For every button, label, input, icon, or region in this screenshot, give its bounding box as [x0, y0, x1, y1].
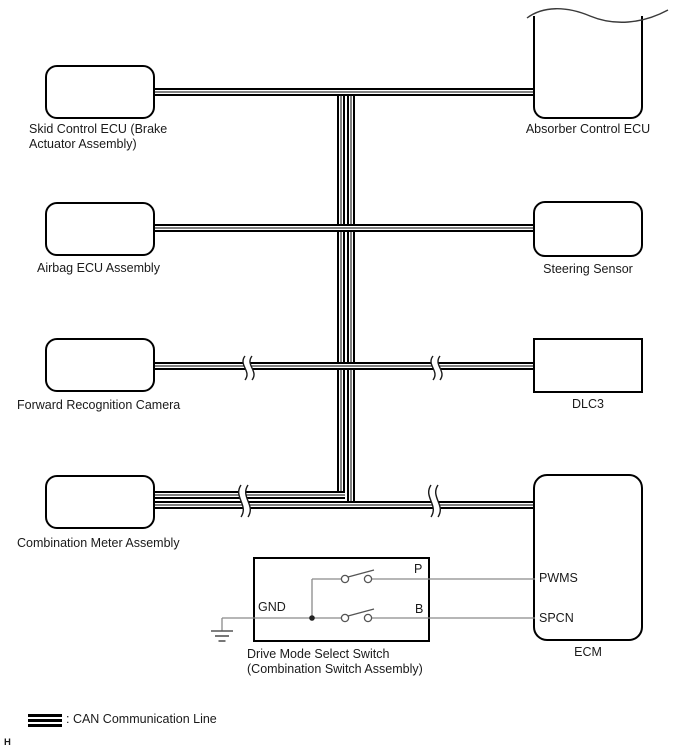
line-break-icon: [235, 482, 255, 520]
can-branch-row2: [150, 224, 536, 232]
node-box-dlc3: [533, 338, 643, 393]
line-break-icon: [427, 353, 447, 383]
torn-edge-wave-icon: [518, 2, 678, 30]
pin-label-b: B: [415, 602, 424, 616]
node-label-ecm: ECM: [574, 645, 602, 659]
node-label-dlc3: DLC3: [572, 397, 604, 411]
can-trunk-left: [337, 90, 345, 499]
node-box-steering: [533, 201, 643, 257]
can-line-symbol-icon: [28, 714, 62, 727]
can-branch-row3: [150, 362, 536, 370]
pin-label-pwms: PWMS: [539, 571, 578, 585]
node-label-skid-line2: Actuator Assembly): [29, 136, 137, 151]
node-label-skid-line1: Skid Control ECU (Brake: [29, 122, 168, 136]
node-label-steering: Steering Sensor: [543, 262, 633, 276]
node-label-absorber: Absorber Control ECU: [525, 122, 651, 136]
node-label-camera: Forward Recognition Camera: [17, 398, 181, 412]
switch-contact-icon: [341, 570, 374, 583]
switch-label-line1: Drive Mode Select Switch: [247, 647, 390, 661]
node-box-airbag: [45, 202, 155, 256]
line-break-icon: [239, 353, 259, 383]
node-label-meter: Combination Meter Assembly: [17, 536, 180, 550]
pin-label-spcn: SPCN: [539, 611, 574, 625]
legend-label: : CAN Communication Line: [66, 712, 217, 726]
page-mark: H: [4, 737, 11, 748]
pin-label-gnd: GND: [258, 600, 286, 614]
can-branch-row4-lower: [150, 501, 536, 509]
line-break-icon: [425, 482, 445, 520]
node-label-skid: [29, 122, 199, 151]
node-box-meter: [45, 475, 155, 529]
pin-label-p: P: [414, 562, 423, 576]
node-label-airbag: Airbag ECU Assembly: [37, 261, 160, 275]
switch-label-line2: (Combination Switch Assembly): [247, 661, 423, 676]
node-box-absorber: [533, 16, 643, 119]
node-box-camera: [45, 338, 155, 392]
switch-contact-icon: [341, 609, 374, 622]
can-branch-row1: [150, 88, 536, 96]
can-trunk-right: [347, 90, 355, 509]
node-box-skid: [45, 65, 155, 119]
ground-icon: [211, 618, 233, 641]
node-label-drive-mode-switch: [247, 647, 467, 676]
junction-dot: [309, 615, 315, 621]
